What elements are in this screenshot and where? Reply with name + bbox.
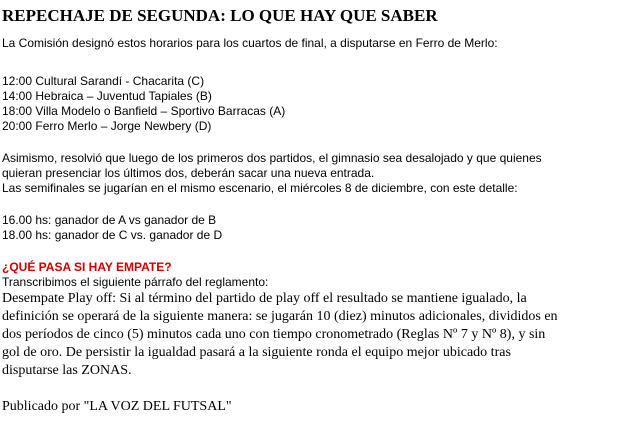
rule-paragraph [2,290,638,380]
publisher-credit: Publicado por "LA VOZ DEL FUTSAL" [2,399,232,414]
semifinal-item: 18.00 hs: ganador de C vs. ganador de D [2,228,223,242]
schedule-item: 12:00 Cultural Sarandí - Chacarita (C) [2,74,205,88]
paragraph-line: quieran presenciar los últimos dos, deberán sacar una nueva entrada. [2,166,375,180]
schedule-list [2,74,639,134]
rule-line: disputarse las ZONAS. [2,363,132,378]
rule-line: gol de oro. De persistir la igualdad pasará a la siguiente ronda el equipo mejor ubicado tras [2,345,511,360]
evacuation-paragraph [2,151,639,196]
semifinals-list [2,213,639,243]
schedule-item: 14:00 Hebraica – Juventud Tapiales (B) [2,89,212,103]
transcribe-line: Transcribimos el siguiente párrafo del reglamento: [2,275,269,289]
intro-paragraph: La Comisión designó estos horarios para los cuartos de final, a disputarse en Ferro de Merlo: [2,36,498,50]
semifinal-item: 16.00 hs: ganador de A vs ganador de B [2,213,217,227]
rule-line: definición se operará de la siguiente manera: se jugarán 10 (diez) minutos adicionales, divididos en [2,309,558,324]
schedule-item: 18:00 Villa Modelo o Banfield – Sportivo Barracas (A) [2,104,286,118]
schedule-item: 20:00 Ferro Merlo – Jorge Newbery (D) [2,119,212,133]
rule-line: Desempate Play off: Si al término del partido de play off el resultado se mantiene igualado, la [2,291,527,306]
semifinals-paragraph: Las semifinales se jugarían en el mismo escenario, el miércoles 8 de diciembre, con este detalle: [2,181,518,195]
article-title: REPECHAJE DE SEGUNDA: LO QUE HAY QUE SABER [2,6,438,25]
paragraph-line: Asimismo, resolvió que luego de los primeros dos partidos, el gimnasio sea desalojado y que quienes [2,151,542,165]
tie-subheading: ¿QUÉ PASA SI HAY EMPATE? [2,260,172,274]
rule-line: dos períodos de cinco (5) minutos cada uno con tiempo cronometrado (Reglas Nº 7 y Nº 8), y sin [2,327,546,342]
